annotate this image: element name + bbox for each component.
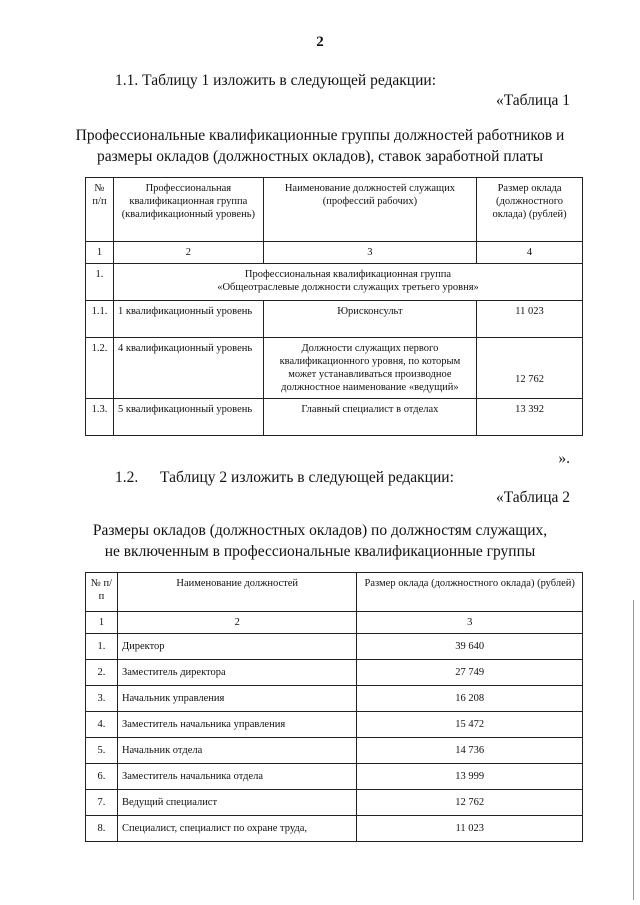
row-salary: 27 749 bbox=[357, 660, 583, 686]
row-salary: 39 640 bbox=[357, 634, 583, 660]
row-salary: 15 472 bbox=[357, 712, 583, 738]
table-1 bbox=[85, 177, 583, 436]
scan-edge-line bbox=[633, 600, 634, 900]
table-1-col-number: 1 bbox=[86, 242, 114, 264]
row-level: 5 квалификационный уровень bbox=[113, 399, 263, 436]
row-salary: 11 023 bbox=[477, 301, 583, 338]
table-2-header-position: Наименование должностей bbox=[117, 573, 356, 612]
table-2-header-salary: Размер оклада (должностного оклада) (рублей) bbox=[357, 573, 583, 612]
row-position: Начальник отдела bbox=[117, 738, 356, 764]
row-position: Специалист, специалист по охране труда, bbox=[117, 816, 356, 842]
row-level: 4 квалификационный уровень bbox=[113, 338, 263, 399]
row-position: Начальник управления bbox=[117, 686, 356, 712]
table-2-header-row bbox=[86, 573, 583, 612]
table-1-col-number: 2 bbox=[113, 242, 263, 264]
row-num: 5. bbox=[86, 738, 118, 764]
table-2 bbox=[85, 572, 583, 842]
table-1-header-row bbox=[86, 178, 583, 242]
table-1-col-number: 4 bbox=[477, 242, 583, 264]
row-salary: 16 208 bbox=[357, 686, 583, 712]
row-num: 1. bbox=[86, 634, 118, 660]
table-1-group-title bbox=[113, 264, 582, 301]
table-1-group-line1: Профессиональная квалификационная группа bbox=[244, 269, 452, 280]
row-level: 1 квалификационный уровень bbox=[113, 301, 263, 338]
row-position: Заместитель начальника управления bbox=[117, 712, 356, 738]
table-row bbox=[86, 399, 583, 436]
table-1-closing: ». bbox=[558, 450, 570, 467]
table-row bbox=[86, 764, 583, 790]
row-position: Должности служащих первого квалификационного уровня, по которым может устанавливаться производное должностное наименование «ведущий» bbox=[263, 338, 476, 399]
row-salary: 12 762 bbox=[477, 338, 583, 399]
table-1-numbering-row bbox=[86, 242, 583, 264]
table-1-reference: «Таблица 1 bbox=[495, 92, 570, 109]
table-row bbox=[86, 634, 583, 660]
table-2-col-number: 3 bbox=[357, 612, 583, 634]
row-salary: 13 392 bbox=[477, 399, 583, 436]
section-1-2-num: 1.2. bbox=[115, 469, 139, 486]
row-salary: 13 999 bbox=[357, 764, 583, 790]
table-1-header-num: № п/п bbox=[86, 178, 114, 242]
table-row bbox=[86, 686, 583, 712]
table-2-reference: «Таблица 2 bbox=[495, 489, 570, 506]
table-2-title-line1: Размеры окладов (должностных окладов) по должностям служащих, bbox=[92, 522, 548, 539]
table-2-title-line2: не включенным в профессиональные квалификационные группы bbox=[104, 543, 536, 560]
table-1-group-num: 1. bbox=[86, 264, 114, 301]
row-position: Заместитель начальника отдела bbox=[117, 764, 356, 790]
row-position: Главный специалист в отделах bbox=[263, 399, 476, 436]
row-num: 6. bbox=[86, 764, 118, 790]
row-position: Заместитель директора bbox=[117, 660, 356, 686]
row-num: 3. bbox=[86, 686, 118, 712]
table-2-col-number: 2 bbox=[117, 612, 356, 634]
row-num: 4. bbox=[86, 712, 118, 738]
table-1-title bbox=[0, 125, 640, 167]
table-row bbox=[86, 301, 583, 338]
table-row bbox=[86, 712, 583, 738]
page-number: 2 bbox=[316, 34, 324, 50]
row-num: 7. bbox=[86, 790, 118, 816]
table-1-group-row bbox=[86, 264, 583, 301]
row-position: Ведущий специалист bbox=[117, 790, 356, 816]
table-2-col-number: 1 bbox=[86, 612, 118, 634]
table-1-header-group: Профессиональная квалификационная группа (квалификационный уровень) bbox=[113, 178, 263, 242]
table-2-numbering-row bbox=[86, 612, 583, 634]
table-1-header-salary: Размер оклада (должностного оклада) (рублей) bbox=[477, 178, 583, 242]
row-num: 2. bbox=[86, 660, 118, 686]
table-2-title bbox=[0, 520, 640, 562]
row-salary: 14 736 bbox=[357, 738, 583, 764]
table-row bbox=[86, 660, 583, 686]
table-1-group-line2: «Общеотраслевые должности служащих третьего уровня» bbox=[217, 282, 479, 293]
table-row bbox=[86, 338, 583, 399]
row-position: Директор bbox=[117, 634, 356, 660]
row-num: 1.3. bbox=[86, 399, 114, 436]
table-2-header-num: № п/п bbox=[86, 573, 118, 612]
table-1-col-number: 3 bbox=[263, 242, 476, 264]
table-1-title-line1: Профессиональные квалификационные группы должностей работников и bbox=[75, 127, 565, 144]
table-1-header-position: Наименование должностей служащих (профессий рабочих) bbox=[263, 178, 476, 242]
table-row bbox=[86, 816, 583, 842]
row-num: 1.1. bbox=[86, 301, 114, 338]
section-1-1-text: 1.1. Таблицу 1 изложить в следующей редакции: bbox=[115, 72, 436, 89]
row-position: Юрисконсульт bbox=[263, 301, 476, 338]
section-1-2-text: Таблицу 2 изложить в следующей редакции: bbox=[160, 469, 454, 486]
table-1-title-line2: размеры окладов (должностных окладов), ставок заработной платы bbox=[96, 148, 544, 165]
row-num: 8. bbox=[86, 816, 118, 842]
table-row bbox=[86, 738, 583, 764]
row-salary: 11 023 bbox=[357, 816, 583, 842]
table-row bbox=[86, 790, 583, 816]
row-num: 1.2. bbox=[86, 338, 114, 399]
row-salary: 12 762 bbox=[357, 790, 583, 816]
